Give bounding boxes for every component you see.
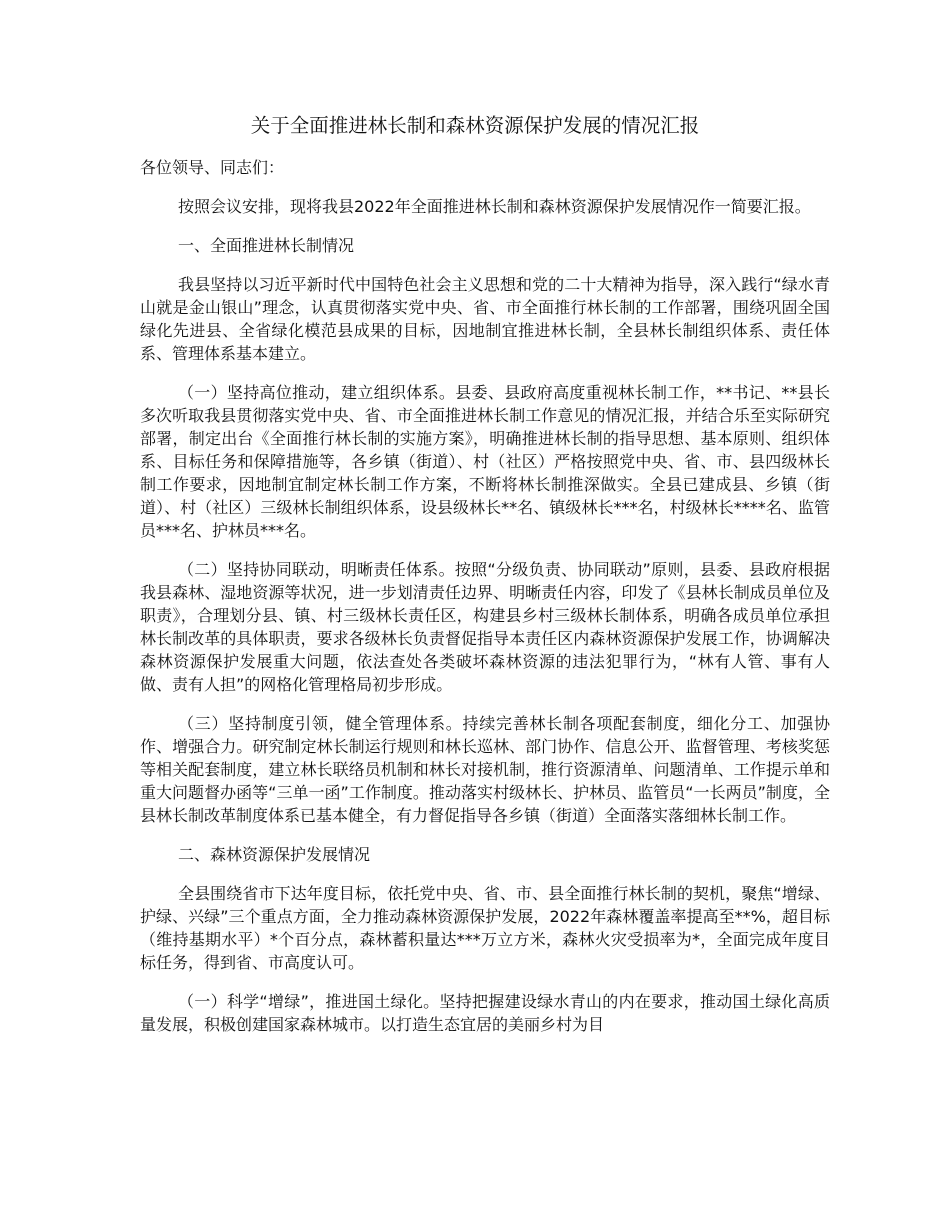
paragraph-organization-system: （一）坚持高位推动，建立组织体系。县委、县政府高度重视林长制工作，**书记、**县长多次听取我县贯彻落实党中央、省、市全面推进林长制工作意见的情况汇报，并结合乐至实际研究部署，制定出台《全面推行林长制的实施方案》，明确推进林长制的指导思想、基本原则、组织体系、目标任务和保障措施等，各乡镇（街道）、村（社区）严格按照党中央、省、市、县四级林长制工作要求，因地制宜制定林长制工作方案，不断将林长制推深做实。全县已建成县、乡镇（街道）、村（社区）三级林长制组织体系，设县级林长**名、镇级林长***名，村级林长****名、监管员***名、护林员***名。 [140, 383, 830, 540]
section-heading-1: 一、全面推进林长制情况 [178, 236, 355, 255]
paragraph-section-1-overview: 我县坚持以习近平新时代中国特色社会主义思想和党的二十大精神为指导，深入践行“绿水青山就是金山银山”理念，认真贯彻落实党中央、省、市全面推行林长制的工作部署，围绕巩固全国绿化先进县、全省绿化模范县成果的目标，因地制宜推进林长制，全县林长制组织体系、责任体系、管理体系基本建立。 [140, 275, 830, 363]
paragraph-greening: （一）科学“增绿”，推进国土绿化。坚持把握建设绿水青山的内在要求，推动国土绿化高质量发展，积极创建国家森林城市。以打造生态宜居的美丽乡村为目 [140, 992, 830, 1034]
paragraph-responsibility-system: （二）坚持协同联动，明晰责任体系。按照“分级负责、协同联动”原则，县委、县政府根据我县森林、湿地资源等状况，进一步划清责任边界、明晰责任内容，印发了《县林长制成员单位及职责》，合理划分县、镇、村三级林长责任区，构建县乡村三级林长制体系，明确各成员单位承担林长制改革的具体职责，要求各级林长负责督促指导本责任区内森林资源保护发展工作，协调解决森林资源保护发展重大问题，依法查处各类破坏森林资源的违法犯罪行为，“林有人管、事有人做、责有人担”的网格化管理格局初步形成。 [140, 560, 830, 694]
paragraph-intro: 按照会议安排，现将我县2022年全面推进林长制和森林资源保护发展情况作一简要汇报。 [178, 197, 811, 216]
document-title: 关于全面推进林长制和森林资源保护发展的情况汇报 [250, 114, 700, 137]
paragraph-management-system: （三）坚持制度引领，健全管理体系。持续完善林长制各项配套制度，细化分工、加强协作、增强合力。研究制定林长制运行规则和林长巡林、部门协作、信息公开、监督管理、考核奖惩等相关配套制度，建立林长联络员机制和林长对接机制，推行资源清单、问题清单、工作提示单和重大问题督办函等“三单一函”工作制度。推动落实村级林长、护林员、监管员“一长两员”制度，全县林长制改革制度体系已基本健全，有力督促指导各乡镇（街道）全面落实落细林长制工作。 [140, 714, 830, 825]
section-heading-2: 二、森林资源保护发展情况 [178, 845, 371, 864]
paragraph-section-2-overview: 全县围绕省市下达年度目标，依托党中央、省、市、县全面推行林长制的契机，聚焦“增绿、护绿、兴绿”三个重点方面，全力推动森林资源保护发展，2022年森林覆盖率提高至**%，超目标（维持基期水平）*个百分点，森林蓄积量达***万立方米，森林火灾受损率为*，全面完成年度目标任务，得到省、市高度认可。 [140, 884, 830, 972]
document-body [140, 156, 830, 1052]
salutation: 各位领导、同志们： [140, 158, 285, 177]
